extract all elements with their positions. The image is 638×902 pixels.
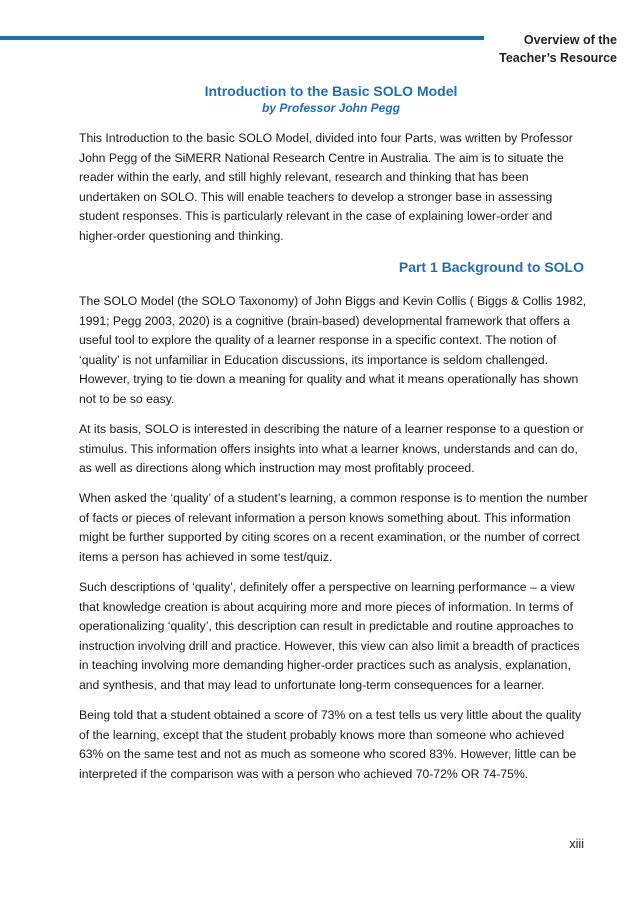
- paragraph-5: Being told that a student obtained a score of 73% on a test tells us very little about the quality of the learning, except that the student probably knows more than someone who achieved 63% on the same test and not as much as someone who scored 83%. However, little can be interpreted if the comparison was with a person who achieved 70-72% OR 74-75%.: [79, 708, 582, 781]
- paragraph-3: When asked the ‘quality’ of a student’s learning, a common response is to mention the number of facts or pieces of relevant information a person knows something about. This information might be further supported by citing scores on a recent examination, or the number of correct items a person has achieved in some test/quiz.: [79, 491, 588, 564]
- running-head-line-2: Teacher’s Resource: [499, 51, 617, 65]
- page-number: xiii: [569, 837, 584, 851]
- document-byline: by Professor John Pegg: [261, 101, 401, 115]
- paragraph-1: The SOLO Model (the SOLO Taxonomy) of John Biggs and Kevin Collis ( Biggs & Collis 1982, 1991; Pegg 2003, 2020) is a cognitive (brain-based) developmental framework that offers a useful tool to explore the quality of a learner response in a specific context. The notion of ‘quality’ is not unfamiliar in Education discussions, its importance is seldom challenged. However, trying to tie down a meaning for quality and what it means operationally has shown not to be so easy.: [79, 294, 587, 406]
- section-heading: Part 1 Background to SOLO: [398, 259, 584, 275]
- paragraph-2: At its basis, SOLO is interested in describing the nature of a learner response to a question or stimulus. This information offers insights into what a learner knows, understands and can do, as well as directions along which instruction may most profitably proceed.: [79, 422, 584, 476]
- title-block: [0, 82, 638, 116]
- paragraph-4: Such descriptions of ‘quality’, definitely offer a perspective on learning performance – a view that knowledge creation is about acquiring more and more pieces of information. In terms of operationalizing ‘quality’, this description can result in predictable and routine approaches to instruction involving drill and practice. However, this view can also limit a breadth of practices in teaching involving more demanding higher-order practices such as analysis, explanation, and synthesis, and that may lead to unfortunate long-term consequences for a learner.: [79, 580, 580, 692]
- header-rule: [0, 36, 484, 40]
- running-head-line-1: Overview of the: [523, 33, 617, 47]
- document-title: Introduction to the Basic SOLO Model: [204, 83, 458, 99]
- intro-paragraph: This Introduction to the basic SOLO Model, divided into four Parts, was written by Professor John Pegg of the SiMERR National Research Centre in Australia. The aim is to situate the reader within the early, and still highly relevant, research and thinking that has been undertaken on SOLO. This will enable teachers to develop a stronger base in assessing student responses. This is particularly relevant in the case of explaining lower-order and higher-order questioning and thinking.: [79, 131, 573, 243]
- running-head: [499, 31, 617, 67]
